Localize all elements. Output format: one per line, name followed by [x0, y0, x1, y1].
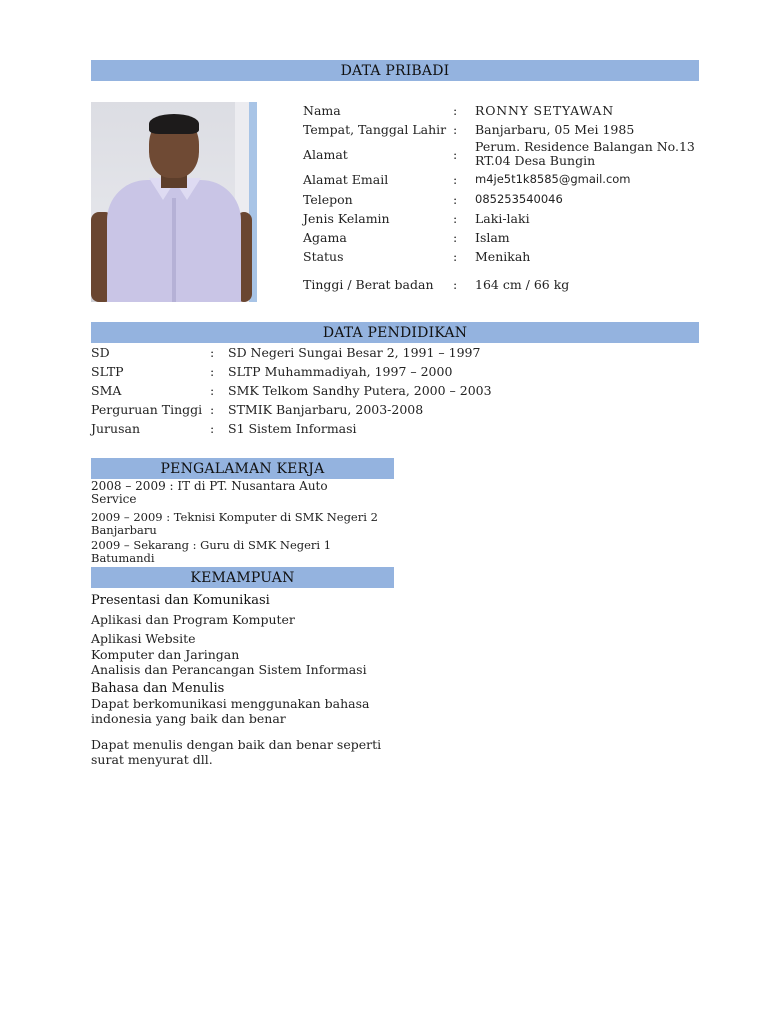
- experience-line: 2009 – 2009 : Teknisi Komputer di SMK Negeri 2: [91, 510, 378, 524]
- field-separator: :: [453, 277, 458, 292]
- field-value: RONNY SETYAWAN: [475, 103, 614, 118]
- field-separator: :: [453, 192, 458, 207]
- skill-item: Aplikasi Website: [91, 631, 196, 646]
- skill-item: Komputer dan Jaringan: [91, 647, 240, 662]
- field-value: 164 cm / 66 kg: [475, 277, 570, 292]
- skill-group-title: Bahasa dan Menulis: [91, 681, 225, 696]
- profile-photo: [91, 102, 257, 302]
- edu-value: STMIK Banjarbaru, 2003-2008: [228, 402, 424, 417]
- personal-alamat-value: [475, 140, 695, 168]
- section-title: DATA PRIBADI: [340, 62, 450, 79]
- experience-item: [91, 511, 391, 537]
- field-label: Status: [303, 249, 344, 264]
- section-header-data-pendidikan: [91, 322, 699, 343]
- field-separator: :: [453, 249, 458, 264]
- edu-value: SD Negeri Sungai Besar 2, 1991 – 1997: [228, 345, 481, 360]
- edu-label: Jurusan: [91, 421, 141, 436]
- field-separator: :: [453, 147, 458, 162]
- edu-label: SLTP: [91, 364, 124, 379]
- experience-line: Batumandi: [91, 551, 155, 565]
- skill-line: surat menyurat dll.: [91, 752, 213, 767]
- field-value: Laki-laki: [475, 211, 530, 226]
- field-label: Jenis Kelamin: [303, 211, 390, 226]
- edu-value: S1 Sistem Informasi: [228, 421, 357, 436]
- section-header-pengalaman-kerja: [91, 458, 394, 479]
- skill-item: Aplikasi dan Program Komputer: [91, 612, 295, 627]
- experience-line: Service: [91, 492, 137, 506]
- skill-item: [91, 696, 391, 726]
- section-title: PENGALAMAN KERJA: [160, 460, 325, 477]
- edu-label: SD: [91, 345, 110, 360]
- field-label: Agama: [303, 230, 347, 245]
- section-header-data-pribadi: [91, 60, 699, 81]
- section-header-kemampuan: [91, 567, 394, 588]
- edu-separator: :: [210, 345, 215, 360]
- skill-line: indonesia yang baik dan benar: [91, 711, 286, 726]
- skill-group-title: Presentasi dan Komunikasi: [91, 593, 270, 608]
- field-separator: :: [453, 230, 458, 245]
- experience-item: [91, 480, 391, 506]
- experience-line: Banjarbaru: [91, 523, 157, 537]
- edu-label: Perguruan Tinggi: [91, 402, 203, 417]
- edu-separator: :: [210, 421, 215, 436]
- section-title: KEMAMPUAN: [190, 569, 295, 586]
- field-value: Banjarbaru, 05 Mei 1985: [475, 122, 635, 137]
- field-value: Islam: [475, 230, 510, 245]
- field-separator: :: [453, 172, 458, 187]
- field-label: Alamat Email: [303, 172, 389, 187]
- experience-line: 2009 – Sekarang : Guru di SMK Negeri 1: [91, 538, 332, 552]
- skill-line: Dapat berkomunikasi menggunakan bahasa: [91, 696, 370, 711]
- field-separator: :: [453, 103, 458, 118]
- edu-separator: :: [210, 402, 215, 417]
- experience-line: 2008 – 2009 : IT di PT. Nusantara Auto: [91, 479, 328, 493]
- edu-label: SMA: [91, 383, 122, 398]
- experience-item: [91, 539, 391, 565]
- field-label: Nama: [303, 103, 341, 118]
- field-label: Tinggi / Berat badan: [303, 277, 434, 292]
- edu-value: SLTP Muhammadiyah, 1997 – 2000: [228, 364, 453, 379]
- field-value: 085253540046: [475, 192, 563, 206]
- edu-value: SMK Telkom Sandhy Putera, 2000 – 2003: [228, 383, 492, 398]
- skill-item: [91, 737, 391, 767]
- field-value: m4je5t1k8585@gmail.com: [475, 172, 631, 186]
- address-line-2: RT.04 Desa Bungin: [475, 153, 596, 168]
- field-value: Menikah: [475, 249, 531, 264]
- skill-item: Analisis dan Perancangan Sistem Informasi: [91, 662, 367, 677]
- field-label: Alamat: [303, 147, 348, 162]
- address-line-1: Perum. Residence Balangan No.13: [475, 139, 695, 154]
- edu-separator: :: [210, 383, 215, 398]
- field-label: Telepon: [303, 192, 353, 207]
- field-label: Tempat, Tanggal Lahir: [303, 122, 447, 137]
- section-title: DATA PENDIDIKAN: [322, 324, 468, 341]
- field-separator: :: [453, 122, 458, 137]
- edu-separator: :: [210, 364, 215, 379]
- skill-line: Dapat menulis dengan baik dan benar seperti: [91, 737, 382, 752]
- field-separator: :: [453, 211, 458, 226]
